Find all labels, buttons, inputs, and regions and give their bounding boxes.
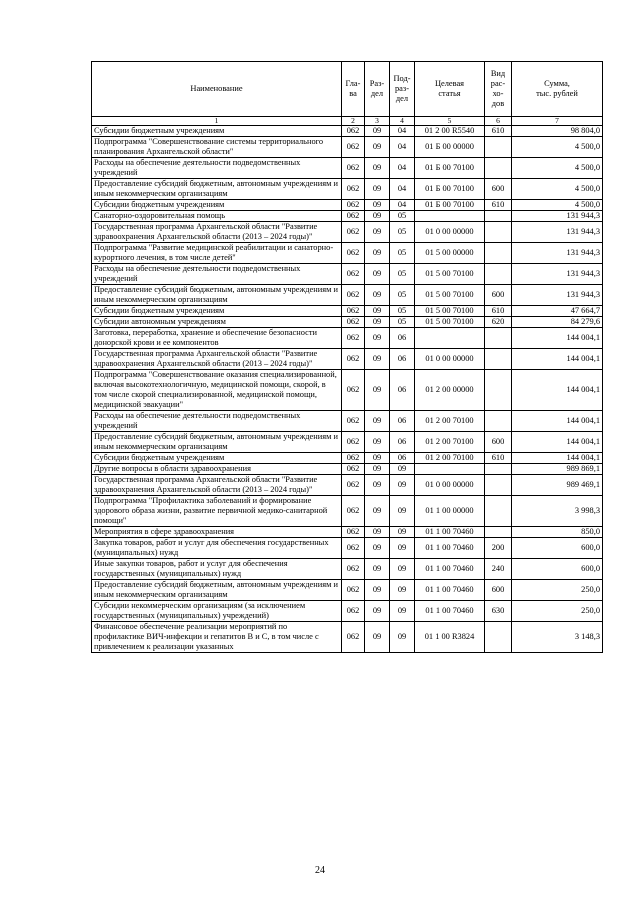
row-summa: 144 004,1 <box>512 328 603 349</box>
row-vid <box>485 222 512 243</box>
table-row <box>92 580 603 601</box>
table-row <box>92 622 603 653</box>
row-glava: 062 <box>342 496 365 527</box>
row-name: Другие вопросы в области здравоохранения <box>92 464 342 475</box>
row-name: Субсидии бюджетным учреждениям <box>92 453 342 464</box>
table-row <box>92 496 603 527</box>
row-vid <box>485 158 512 179</box>
column-number: 1 <box>92 117 342 126</box>
table-row <box>92 306 603 317</box>
row-name: Подпрограмма "Совершенствование системы территориального планирования Архангельской области" <box>92 137 342 158</box>
row-glava: 062 <box>342 285 365 306</box>
table-row <box>92 601 603 622</box>
header-row <box>92 62 603 117</box>
row-razdel: 09 <box>365 496 390 527</box>
row-summa: 47 664,7 <box>512 306 603 317</box>
table-row <box>92 328 603 349</box>
header-statya: Целевая статья <box>415 62 485 117</box>
row-summa: 98 804,0 <box>512 126 603 137</box>
row-statya: 01 5 00 70100 <box>415 317 485 328</box>
row-glava: 062 <box>342 211 365 222</box>
row-name: Финансовое обеспечение реализации мероприятий по профилактике ВИЧ-инфекции и гепатитов В и С, в том числе с привлечением к реализации указанных <box>92 622 342 653</box>
row-razdel: 09 <box>365 158 390 179</box>
row-vid <box>485 349 512 370</box>
row-glava: 062 <box>342 432 365 453</box>
row-statya: 01 0 00 00000 <box>415 349 485 370</box>
row-statya: 01 0 00 00000 <box>415 475 485 496</box>
row-statya <box>415 464 485 475</box>
row-name: Субсидии бюджетным учреждениям <box>92 200 342 211</box>
row-razdel: 09 <box>365 432 390 453</box>
column-number: 5 <box>415 117 485 126</box>
row-summa: 4 500,0 <box>512 158 603 179</box>
row-podrazdel: 06 <box>390 328 415 349</box>
table-row <box>92 527 603 538</box>
row-razdel: 09 <box>365 200 390 211</box>
row-razdel: 09 <box>365 211 390 222</box>
row-summa: 144 004,1 <box>512 411 603 432</box>
row-statya: 01 1 00 70460 <box>415 538 485 559</box>
row-podrazdel: 05 <box>390 317 415 328</box>
row-summa: 3 998,3 <box>512 496 603 527</box>
row-podrazdel: 09 <box>390 538 415 559</box>
row-statya: 01 1 00 70460 <box>415 580 485 601</box>
table-row <box>92 538 603 559</box>
row-podrazdel: 05 <box>390 243 415 264</box>
row-statya: 01 2 00 70100 <box>415 453 485 464</box>
row-summa: 4 500,0 <box>512 137 603 158</box>
row-razdel: 09 <box>365 179 390 200</box>
row-summa: 250,0 <box>512 580 603 601</box>
row-vid: 600 <box>485 285 512 306</box>
row-vid <box>485 411 512 432</box>
row-summa: 250,0 <box>512 601 603 622</box>
row-vid <box>485 496 512 527</box>
table-row <box>92 370 603 411</box>
row-statya: 01 2 00 R5540 <box>415 126 485 137</box>
row-podrazdel: 06 <box>390 349 415 370</box>
header-razdel: Раз- дел <box>365 62 390 117</box>
table-row <box>92 411 603 432</box>
row-vid: 600 <box>485 179 512 200</box>
row-vid: 610 <box>485 306 512 317</box>
row-statya: 01 Б 00 70100 <box>415 158 485 179</box>
row-podrazdel: 09 <box>390 496 415 527</box>
row-razdel: 09 <box>365 464 390 475</box>
row-podrazdel: 05 <box>390 306 415 317</box>
row-name: Расходы на обеспечение деятельности подведомственных учреждений <box>92 264 342 285</box>
row-name: Государственная программа Архангельской области "Развитие здравоохранения Архангельской области (2013 – 2024 годы)" <box>92 349 342 370</box>
row-statya: 01 5 00 70100 <box>415 264 485 285</box>
table-row <box>92 285 603 306</box>
row-podrazdel: 09 <box>390 580 415 601</box>
row-summa: 4 500,0 <box>512 200 603 211</box>
row-name: Субсидии некоммерческим организациям (за исключением государственных (муниципальных) учреждений) <box>92 601 342 622</box>
row-name: Заготовка, переработка, хранение и обеспечение безопасности донорской крови и ее компонентов <box>92 328 342 349</box>
row-razdel: 09 <box>365 349 390 370</box>
row-glava: 062 <box>342 243 365 264</box>
row-summa: 131 944,3 <box>512 264 603 285</box>
row-vid <box>485 211 512 222</box>
row-podrazdel: 04 <box>390 200 415 211</box>
row-podrazdel: 05 <box>390 285 415 306</box>
row-razdel: 09 <box>365 306 390 317</box>
row-razdel: 09 <box>365 580 390 601</box>
row-name: Подпрограмма "Совершенствование оказания специализированной, включая высокотехнологичную, медицинской помощи, скорой, в том числе скорой специализированной, медицинской помощи, медицинской эвакуации" <box>92 370 342 411</box>
row-razdel: 09 <box>365 328 390 349</box>
row-summa: 84 279,6 <box>512 317 603 328</box>
row-podrazdel: 09 <box>390 601 415 622</box>
row-podrazdel: 09 <box>390 622 415 653</box>
row-name: Государственная программа Архангельской области "Развитие здравоохранения Архангельской области (2013 – 2024 годы)" <box>92 475 342 496</box>
row-vid: 610 <box>485 126 512 137</box>
row-razdel: 09 <box>365 317 390 328</box>
row-statya: 01 5 00 00000 <box>415 243 485 264</box>
row-vid: 630 <box>485 601 512 622</box>
row-vid <box>485 137 512 158</box>
row-name: Предоставление субсидий бюджетным, автономным учреждениям и иным некоммерческим организациям <box>92 285 342 306</box>
row-razdel: 09 <box>365 453 390 464</box>
row-vid <box>485 475 512 496</box>
page-number: 24 <box>315 865 325 876</box>
row-statya: 01 2 00 70100 <box>415 411 485 432</box>
row-glava: 062 <box>342 538 365 559</box>
row-name: Предоставление субсидий бюджетным, автономным учреждениям и иным некоммерческим организациям <box>92 179 342 200</box>
column-number: 4 <box>390 117 415 126</box>
column-number: 7 <box>512 117 603 126</box>
row-name: Закупка товаров, работ и услуг для обеспечения государственных (муниципальных) нужд <box>92 538 342 559</box>
table-row <box>92 200 603 211</box>
row-summa: 144 004,1 <box>512 432 603 453</box>
row-podrazdel: 09 <box>390 527 415 538</box>
row-name: Предоставление субсидий бюджетным, автономным учреждениям и иным некоммерческим организациям <box>92 580 342 601</box>
row-statya: 01 1 00 70460 <box>415 559 485 580</box>
row-summa: 850,0 <box>512 527 603 538</box>
row-razdel: 09 <box>365 475 390 496</box>
row-vid <box>485 264 512 285</box>
row-vid: 610 <box>485 200 512 211</box>
row-summa: 989 469,1 <box>512 475 603 496</box>
row-glava: 062 <box>342 453 365 464</box>
row-summa: 131 944,3 <box>512 285 603 306</box>
row-glava: 062 <box>342 464 365 475</box>
row-glava: 062 <box>342 158 365 179</box>
row-statya: 01 5 00 70100 <box>415 306 485 317</box>
row-name: Расходы на обеспечение деятельности подведомственных учреждений <box>92 158 342 179</box>
row-vid: 240 <box>485 559 512 580</box>
row-glava: 062 <box>342 328 365 349</box>
row-razdel: 09 <box>365 538 390 559</box>
table-row <box>92 126 603 137</box>
row-glava: 062 <box>342 137 365 158</box>
row-summa: 600,0 <box>512 559 603 580</box>
row-vid <box>485 243 512 264</box>
header-podrazdel: Под- раз- дел <box>390 62 415 117</box>
row-statya: 01 1 00 70460 <box>415 601 485 622</box>
table-row <box>92 453 603 464</box>
row-summa: 4 500,0 <box>512 179 603 200</box>
row-glava: 062 <box>342 200 365 211</box>
row-podrazdel: 06 <box>390 432 415 453</box>
row-razdel: 09 <box>365 559 390 580</box>
header-vid: Вид рас- хо- дов <box>485 62 512 117</box>
budget-table <box>91 61 603 653</box>
row-summa: 131 944,3 <box>512 222 603 243</box>
row-statya <box>415 211 485 222</box>
row-summa: 131 944,3 <box>512 211 603 222</box>
row-glava: 062 <box>342 126 365 137</box>
row-statya: 01 0 00 00000 <box>415 222 485 243</box>
row-name: Субсидии автономным учреждениям <box>92 317 342 328</box>
row-razdel: 09 <box>365 243 390 264</box>
header-glava: Гла- ва <box>342 62 365 117</box>
row-name: Подпрограмма "Развитие медицинской реабилитации и санаторно-курортного лечения, в том числе детей" <box>92 243 342 264</box>
row-vid <box>485 370 512 411</box>
row-podrazdel: 09 <box>390 475 415 496</box>
row-statya: 01 Б 00 00000 <box>415 137 485 158</box>
table-row <box>92 317 603 328</box>
row-glava: 062 <box>342 411 365 432</box>
row-podrazdel: 04 <box>390 179 415 200</box>
row-summa: 131 944,3 <box>512 243 603 264</box>
row-glava: 062 <box>342 264 365 285</box>
row-glava: 062 <box>342 179 365 200</box>
table-row <box>92 243 603 264</box>
row-vid: 600 <box>485 580 512 601</box>
row-glava: 062 <box>342 370 365 411</box>
row-podrazdel: 04 <box>390 126 415 137</box>
row-razdel: 09 <box>365 222 390 243</box>
row-podrazdel: 04 <box>390 137 415 158</box>
row-summa: 144 004,1 <box>512 370 603 411</box>
row-vid: 600 <box>485 432 512 453</box>
row-vid <box>485 527 512 538</box>
row-summa: 144 004,1 <box>512 453 603 464</box>
row-name: Санаторно-оздоровительная помощь <box>92 211 342 222</box>
row-name: Подпрограмма "Профилактика заболеваний и формирование здорового образа жизни, развитие первичной медико-санитарной помощи" <box>92 496 342 527</box>
row-glava: 062 <box>342 580 365 601</box>
row-name: Государственная программа Архангельской области "Развитие здравоохранения Архангельской области (2013 – 2024 годы)" <box>92 222 342 243</box>
row-vid <box>485 328 512 349</box>
row-statya: 01 2 00 00000 <box>415 370 485 411</box>
row-razdel: 09 <box>365 126 390 137</box>
row-podrazdel: 05 <box>390 264 415 285</box>
row-podrazdel: 06 <box>390 453 415 464</box>
row-razdel: 09 <box>365 137 390 158</box>
row-statya: 01 1 00 R3824 <box>415 622 485 653</box>
row-name: Иные закупки товаров, работ и услуг для обеспечения государственных (муниципальных) нужд <box>92 559 342 580</box>
row-statya: 01 1 00 70460 <box>415 527 485 538</box>
row-podrazdel: 09 <box>390 559 415 580</box>
table-row <box>92 211 603 222</box>
row-glava: 062 <box>342 475 365 496</box>
row-statya: 01 2 00 70100 <box>415 432 485 453</box>
row-vid <box>485 464 512 475</box>
table-row <box>92 222 603 243</box>
table-row <box>92 137 603 158</box>
row-glava: 062 <box>342 601 365 622</box>
row-podrazdel: 05 <box>390 222 415 243</box>
table-row <box>92 179 603 200</box>
row-vid: 200 <box>485 538 512 559</box>
row-razdel: 09 <box>365 527 390 538</box>
row-vid: 610 <box>485 453 512 464</box>
row-podrazdel: 09 <box>390 464 415 475</box>
row-statya: 01 Б 00 70100 <box>415 200 485 211</box>
row-razdel: 09 <box>365 264 390 285</box>
column-number: 2 <box>342 117 365 126</box>
row-name: Мероприятия в сфере здравоохранения <box>92 527 342 538</box>
row-glava: 062 <box>342 222 365 243</box>
row-razdel: 09 <box>365 285 390 306</box>
row-glava: 062 <box>342 349 365 370</box>
row-summa: 3 148,3 <box>512 622 603 653</box>
row-statya: 01 Б 00 70100 <box>415 179 485 200</box>
row-podrazdel: 05 <box>390 211 415 222</box>
row-glava: 062 <box>342 622 365 653</box>
row-razdel: 09 <box>365 622 390 653</box>
row-glava: 062 <box>342 306 365 317</box>
row-vid <box>485 622 512 653</box>
table-row <box>92 432 603 453</box>
table-body <box>92 126 603 653</box>
header-name: Наименование <box>92 62 342 117</box>
column-number: 6 <box>485 117 512 126</box>
row-razdel: 09 <box>365 601 390 622</box>
row-podrazdel: 04 <box>390 158 415 179</box>
row-podrazdel: 06 <box>390 411 415 432</box>
column-number-row <box>92 117 603 126</box>
table-row <box>92 264 603 285</box>
row-podrazdel: 06 <box>390 370 415 411</box>
row-name: Субсидии бюджетным учреждениям <box>92 126 342 137</box>
table-row <box>92 464 603 475</box>
row-statya: 01 1 00 00000 <box>415 496 485 527</box>
row-name: Предоставление субсидий бюджетным, автономным учреждениям и иным некоммерческим организациям <box>92 432 342 453</box>
table-row <box>92 158 603 179</box>
row-name: Субсидии бюджетным учреждениям <box>92 306 342 317</box>
row-glava: 062 <box>342 527 365 538</box>
table-row <box>92 349 603 370</box>
header-summa: Сумма, тыс. рублей <box>512 62 603 117</box>
column-number: 3 <box>365 117 390 126</box>
table-row <box>92 559 603 580</box>
row-statya: 01 5 00 70100 <box>415 285 485 306</box>
row-glava: 062 <box>342 559 365 580</box>
row-statya <box>415 328 485 349</box>
row-razdel: 09 <box>365 411 390 432</box>
row-vid: 620 <box>485 317 512 328</box>
row-summa: 144 004,1 <box>512 349 603 370</box>
row-summa: 600,0 <box>512 538 603 559</box>
row-summa: 989 869,1 <box>512 464 603 475</box>
row-name: Расходы на обеспечение деятельности подведомственных учреждений <box>92 411 342 432</box>
table-row <box>92 475 603 496</box>
row-razdel: 09 <box>365 370 390 411</box>
row-glava: 062 <box>342 317 365 328</box>
